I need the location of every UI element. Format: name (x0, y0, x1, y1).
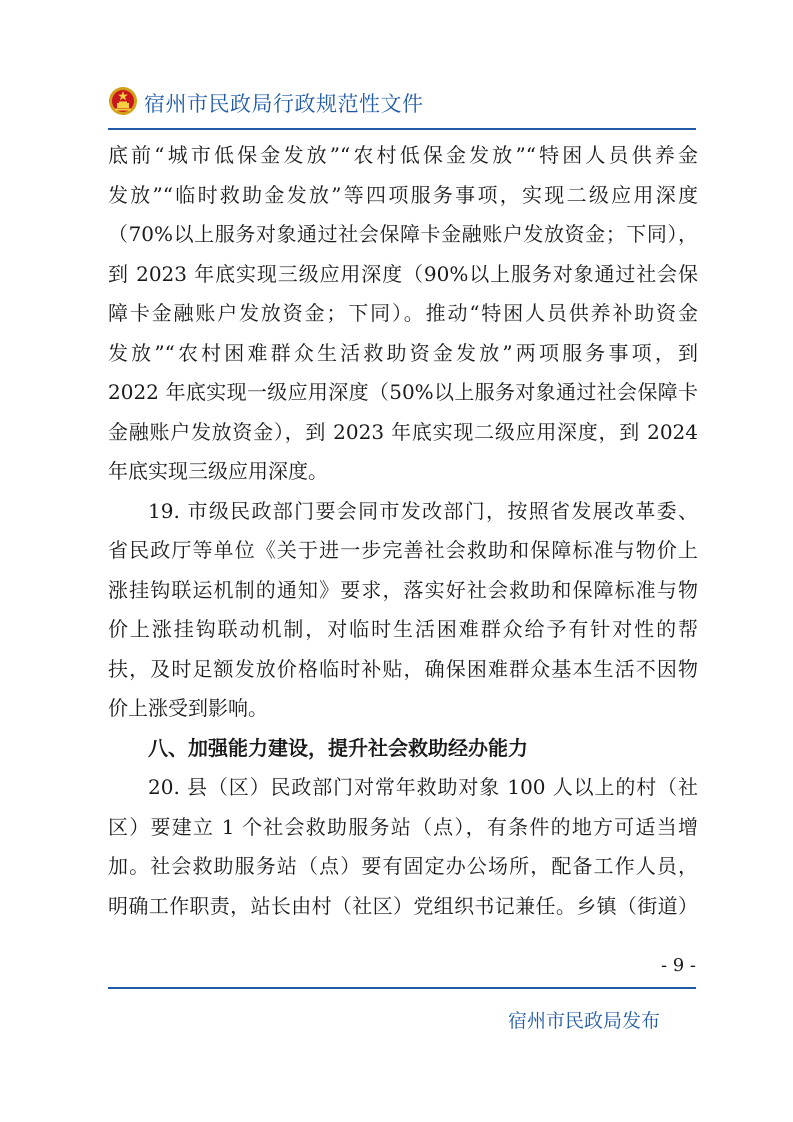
body-line: 省民政厅等单位《关于进一步完善社会救助和保障标准与物价上 (108, 538, 698, 562)
body-line: 障卡金融账户发放资金；下同）。推动“特困人员供养补助资金 (108, 301, 698, 325)
body-line: 区）要建立 1 个社会救助服务站（点），有条件的地方可适当增 (108, 814, 698, 839)
paragraph-19-line: 19. 市级民政部门要会同市发改部门，按照省发展改革委、 (148, 498, 698, 523)
national-emblem-icon (108, 86, 138, 116)
header-divider (108, 128, 696, 130)
footer-divider (108, 987, 696, 989)
body-line: （70%以上服务对象通过社会保障卡金融账户发放资金；下同）， (108, 222, 698, 246)
body-line: 金融账户发放资金），到 2023 年底实现二级应用深度，到 2024 (108, 419, 698, 444)
body-line: 明确工作职责，站长由村（社区）党组织书记兼任。乡镇（街道） (108, 893, 698, 918)
body-line: 加。社会救助服务站（点）要有固定办公场所，配备工作人员， (108, 854, 698, 878)
footer-publisher: 宿州市民政局发布 (507, 1010, 660, 1032)
body-line: 2022 年底实现一级应用深度（50%以上服务对象通过社会保障卡 (108, 380, 698, 404)
body-line: 到 2023 年底实现三级应用深度（90%以上服务对象通过社会保 (108, 261, 698, 286)
body-line: 年底实现三级应用深度。 (108, 459, 328, 483)
body-line: 价上涨受到影响。 (108, 696, 268, 720)
body-line: 涨挂钩联运机制的通知》要求，落实好社会救助和保障标准与物 (108, 577, 698, 602)
page-number: - 9 - (660, 955, 696, 976)
header-title: 宿州市民政局行政规范性文件 (144, 92, 424, 116)
section-heading: 八、加强能力建设，提升社会救助经办能力 (148, 735, 528, 760)
paragraph-20-line: 20. 县（区）民政部门对常年救助对象 100 人以上的村（社 (148, 775, 698, 799)
body-line: 价上涨挂钩联动机制，对临时生活困难群众给予有针对性的帮 (108, 617, 698, 641)
body-line: 底前“城市低保金发放”“农村低保金发放”“特困人员供养金 (108, 143, 698, 167)
body-line: 发放”“农村困难群众生活救助资金发放”两项服务事项，到 (108, 340, 698, 365)
body-line: 发放”“临时救助金发放”等四项服务事项，实现二级应用深度 (108, 182, 698, 207)
document-body (108, 136, 698, 926)
document-header (108, 84, 698, 124)
body-line: 扶，及时足额发放价格临时补贴，确保困难群众基本生活不因物 (108, 656, 698, 681)
